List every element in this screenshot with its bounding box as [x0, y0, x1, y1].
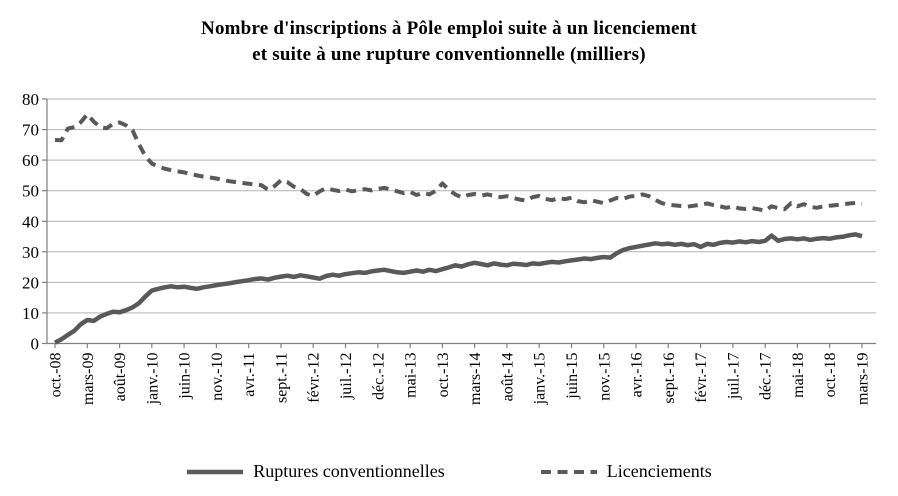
x-tick-label: août-09 [112, 352, 130, 402]
y-tick-label: 60 [22, 151, 39, 171]
y-tick-label: 40 [22, 212, 39, 232]
legend-label-licenciements: Licenciements [606, 461, 712, 481]
x-tick-label: juil.-12 [338, 352, 355, 400]
x-tick-label: juil.-17 [725, 352, 743, 400]
x-tick-label: oct.-08 [47, 352, 65, 398]
y-tick-label: 30 [22, 242, 39, 262]
x-tick-label: juin-15 [564, 352, 581, 399]
x-tick-label: déc.-12 [370, 352, 388, 401]
x-tick-label: mars-14 [467, 352, 485, 405]
x-tick-label: sept.-16 [660, 352, 678, 404]
series-line-0 [55, 234, 862, 342]
legend [0, 461, 898, 482]
x-tick-label: juin-10 [176, 352, 194, 399]
x-tick-label: janv.-10 [144, 352, 162, 405]
solid-line-sample-icon [186, 467, 244, 477]
x-tick-label: déc.-17 [757, 352, 775, 401]
x-tick-label: mai-13 [402, 352, 420, 398]
x-tick-label: avr.-11 [241, 352, 259, 397]
legend-item-licenciements [540, 461, 712, 482]
x-tick-label: oct.-13 [434, 352, 452, 398]
y-tick-label: 10 [22, 303, 39, 323]
chart-title-line1: Nombre d'inscriptions à Pôle emploi suite à un licenciement [201, 18, 697, 39]
y-tick-label: 80 [22, 90, 39, 109]
x-tick-label: août-14 [499, 352, 517, 402]
legend-item-ruptures [186, 461, 444, 482]
x-tick-label: mars-09 [79, 352, 97, 405]
series-line-1 [55, 114, 862, 210]
x-tick-label: févr.-17 [693, 352, 711, 403]
x-tick-label: nov.-10 [208, 352, 226, 401]
y-tick-label: 0 [30, 334, 39, 354]
chart-title-line2: et suite à une rupture conventionnelle (milliers) [252, 44, 646, 65]
x-tick-label: nov.-15 [596, 352, 614, 401]
x-tick-label: sept.-11 [273, 352, 291, 404]
x-tick-label: mars-19 [854, 352, 872, 405]
legend-label-ruptures: Ruptures conventionnelles [253, 461, 445, 481]
x-tick-label: janv.-15 [531, 352, 549, 405]
y-tick-label: 70 [22, 120, 39, 140]
x-tick-label: avr.-16 [628, 352, 646, 398]
x-tick-label: mai-18 [789, 352, 807, 398]
dashed-line-sample-icon [540, 467, 598, 477]
x-tick-label: oct.-18 [822, 352, 840, 398]
y-tick-label: 20 [22, 273, 39, 293]
x-tick-label: févr.-12 [305, 352, 323, 403]
y-tick-label: 50 [22, 181, 39, 201]
